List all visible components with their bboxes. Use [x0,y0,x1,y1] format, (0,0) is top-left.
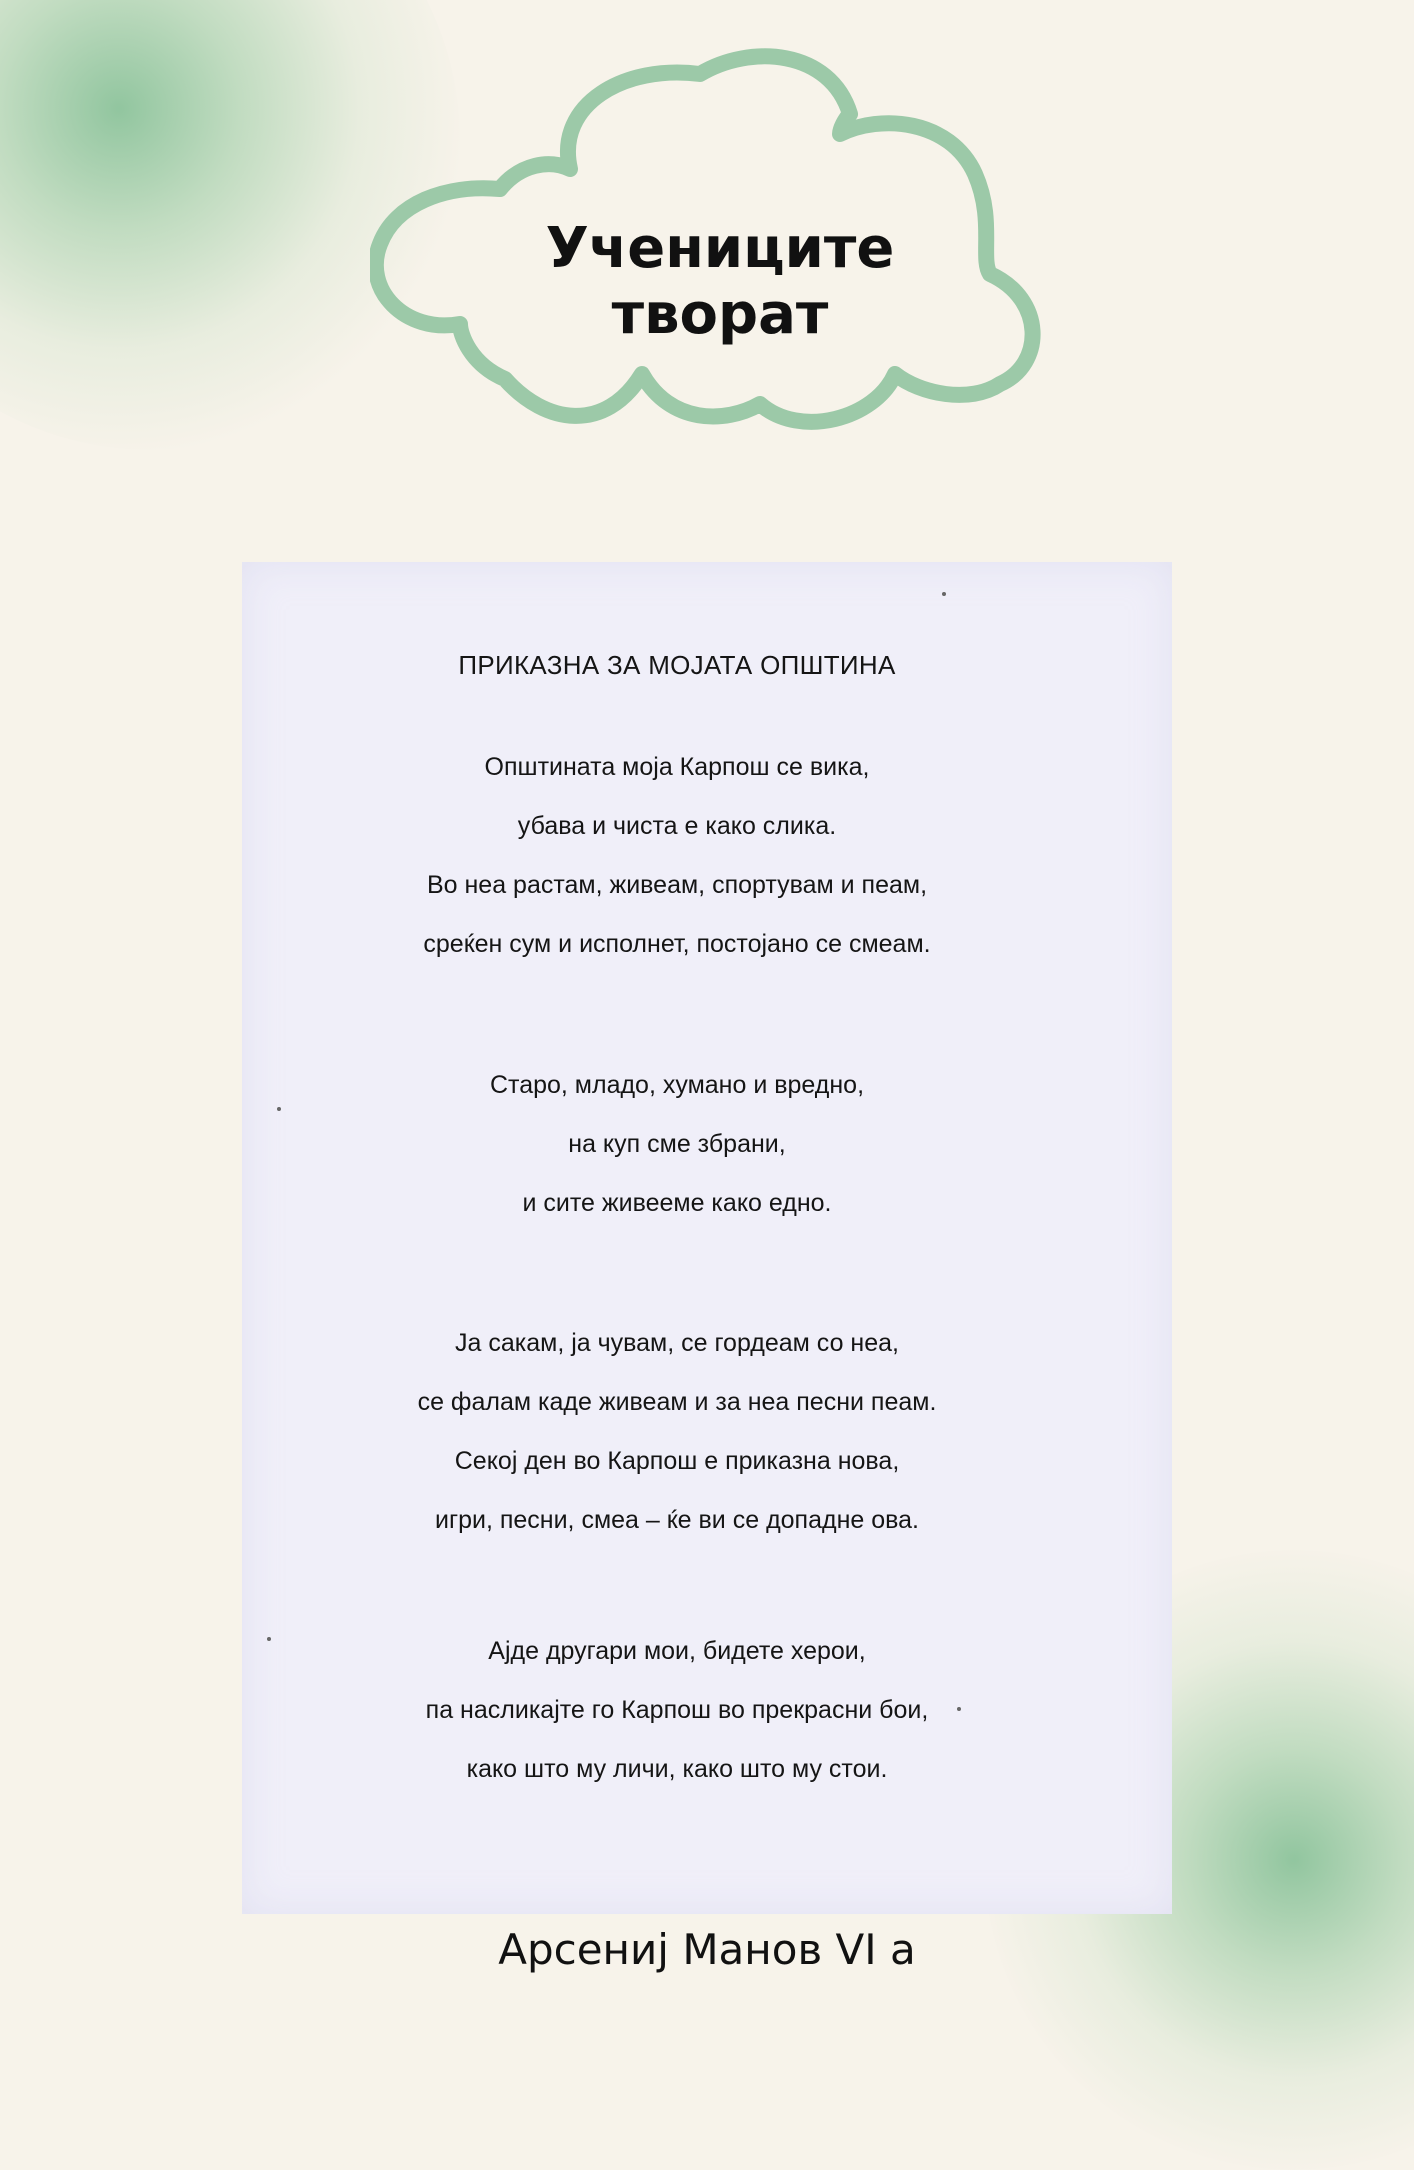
poem-line: па насликајте го Карпош во прекрасни бои, [425,1696,929,1724]
poem-stanza-2 [242,1056,1112,1233]
poem-line: Општината моја Карпош се вика, [484,753,870,781]
poem-line: Ајде другари мои, бидете херои, [488,1637,866,1665]
author-credit: Арсениј Манов VI а [498,1925,916,1974]
page-title [370,216,1070,348]
poem-stanza-1 [242,738,1112,974]
page-title-line-2: творат [611,282,829,347]
poem-line: Старо, младо, хумано и вредно, [489,1071,865,1099]
poem-line: убава и чиста е како слика. [517,812,837,840]
poem-line: Секој ден во Карпош е приказна нова, [454,1447,900,1475]
poem-line: среќен сум и исполнет, постојано се смеам. [423,930,931,958]
poem-line: Ја сакам, ја чувам, се гордеам со неа, [454,1329,899,1357]
poem-line: Во неа растам, живеам, спортувам и пеам, [426,871,928,899]
scanned-poem-page [242,562,1172,1914]
poem-title: ПРИКАЗНА ЗА МОЈАТА ОПШТИНА [458,650,896,680]
poem-line: игри, песни, смеа – ќе ви се допадне ова. [435,1506,919,1534]
scan-speck [942,592,946,596]
poem-line: и сите живееме како едно. [522,1189,832,1217]
poem-line: се фалам каде живеам и за неа песни пеам. [417,1388,937,1416]
poem-stanza-4 [242,1622,1112,1799]
poem-stanza-3 [242,1314,1112,1550]
poem-line: на куп сме збрани, [568,1130,786,1158]
poem-line: како што му личи, како што му стои. [466,1755,888,1783]
title-cloud [370,44,1070,514]
page-title-line-1: Учениците [545,216,895,281]
